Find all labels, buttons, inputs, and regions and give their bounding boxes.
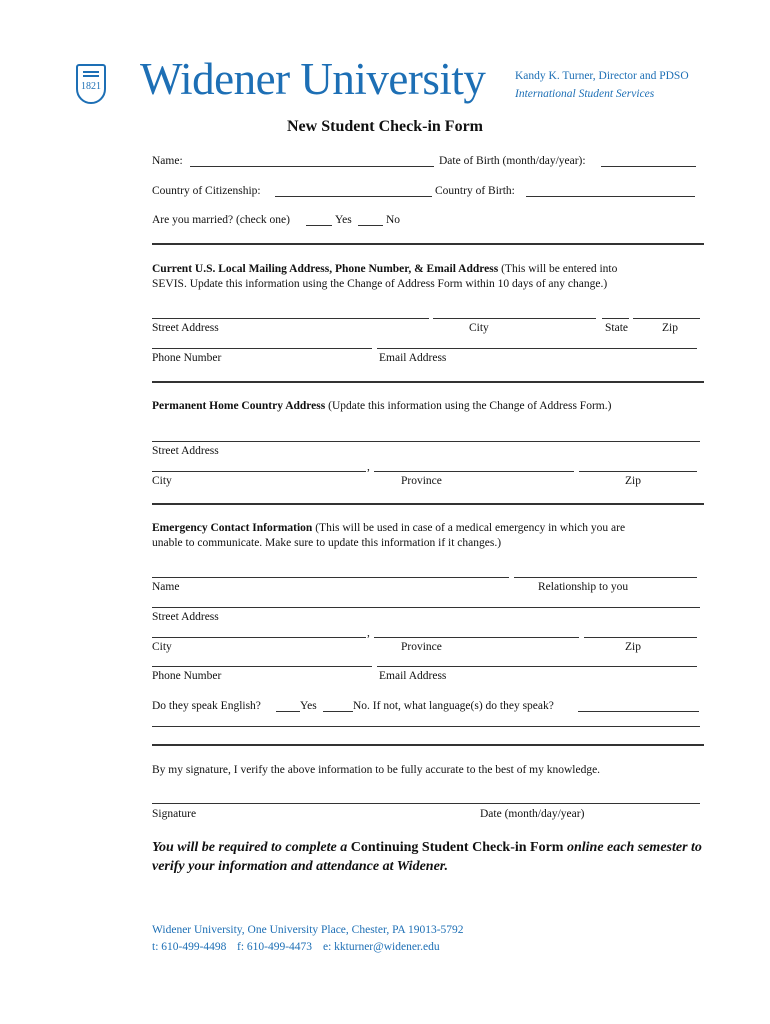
signature-label: Signature [152,808,197,820]
footer-address: Widener University, One University Place, Chester, PA 19013-5792 [152,924,464,936]
home-address-note: (Update this information using the Change of Address Form.) [328,400,612,412]
local-state-label: State [605,322,628,334]
local-zip-field[interactable] [633,318,700,319]
continuing-note-part1: You will be required to complete a [152,840,348,855]
emergency-name-label: Name [152,581,180,593]
continuing-note-part2: Continuing Student Check-in Form [350,840,564,855]
emergency-email-label: Email Address [379,670,447,682]
english-yes-label: Yes [300,700,317,712]
local-phone-field[interactable] [152,348,372,349]
home-street-label: Street Address [152,445,219,457]
emergency-city-field[interactable] [152,637,366,638]
birth-country-label: Country of Birth: [435,185,515,197]
local-zip-label: Zip [662,322,678,334]
emergency-city-label: City [152,641,172,653]
married-question: Are you married? (check one) [152,214,290,226]
local-city-label: City [469,322,489,334]
local-address-note-2: SEVIS. Update this information using the Change of Address Form within 10 days of any change.) [152,278,608,290]
section-divider [152,243,704,245]
birth-country-field[interactable] [526,196,695,197]
emergency-relationship-field[interactable] [514,577,697,578]
emergency-phone-label: Phone Number [152,670,222,682]
home-street-field[interactable] [152,441,700,442]
emergency-street-label: Street Address [152,611,219,623]
local-address-heading-line [152,262,617,276]
home-zip-label: Zip [625,475,641,487]
dob-field[interactable] [601,166,696,167]
local-city-field[interactable] [433,318,596,319]
footer-phone: t: 610-499-4498 [152,941,227,953]
married-no-field[interactable] [358,225,383,226]
emergency-street-field[interactable] [152,607,700,608]
local-email-field[interactable] [377,348,697,349]
emergency-province-field[interactable] [374,637,579,638]
home-city-field[interactable] [152,471,366,472]
dob-label: Date of Birth (month/day/year): [439,155,586,167]
married-no-label: No [386,214,401,226]
date-label: Date (month/day/year) [480,808,585,820]
name-field[interactable] [190,166,434,167]
citizenship-label: Country of Citizenship: [152,185,261,197]
section-divider [152,744,704,746]
local-email-label: Email Address [379,352,447,364]
emergency-email-field[interactable] [377,666,697,667]
local-street-label: Street Address [152,322,219,334]
married-yes-label: Yes [335,214,352,226]
footer-fax: f: 610-499-4473 [237,941,313,953]
home-province-label: Province [401,475,442,487]
university-seal-icon [76,64,106,104]
emergency-heading-line [152,521,625,535]
local-address-heading: Current U.S. Local Mailing Address, Phone Number, & Email Address [152,263,499,275]
emergency-zip-field[interactable] [584,637,697,638]
local-street-field[interactable] [152,318,429,319]
english-question-1: Do they speak English? [152,700,261,712]
emergency-heading: Emergency Contact Information [152,522,313,534]
local-phone-label: Phone Number [152,352,222,364]
home-address-heading: Permanent Home Country Address [152,400,326,412]
language-field-continued[interactable] [152,726,700,727]
emergency-relationship-label: Relationship to you [538,581,629,593]
contact-name: Kandy K. Turner, Director and PDSO [515,70,689,82]
local-state-field[interactable] [602,318,629,319]
name-label: Name: [152,155,183,167]
english-no-label: No. If not, what language(s) do they speak? [353,700,554,712]
section-divider [152,381,704,383]
form-title: New Student Check-in Form [287,118,483,135]
emergency-phone-field[interactable] [152,666,372,667]
emergency-province-label: Province [401,641,442,653]
english-no-field[interactable] [323,711,353,712]
married-yes-field[interactable] [306,225,332,226]
emergency-name-field[interactable] [152,577,509,578]
continuing-note-part3: online each semester to verify your information and attendance at Widener. [152,840,702,874]
section-divider [152,503,704,505]
emergency-zip-label: Zip [625,641,641,653]
emergency-note-2: unable to communicate. Make sure to update this information if it changes.) [152,537,502,549]
university-logo: Widener University [140,54,486,104]
home-address-heading-line [152,399,611,413]
english-yes-field[interactable] [276,711,300,712]
seal-year: 1821 [81,81,101,92]
signature-statement: By my signature, I verify the above information to be fully accurate to the best of my knowledge. [152,764,601,776]
home-zip-field[interactable] [579,471,697,472]
comma-separator: , [367,627,370,639]
comma-separator: , [367,461,370,473]
continuing-note [152,838,712,876]
emergency-note-1: (This will be used in case of a medical emergency in which you are [315,522,626,534]
citizenship-field[interactable] [275,196,432,197]
local-address-note-1: (This will be entered into [501,263,618,275]
department-name: International Student Services [515,88,655,100]
footer-email[interactable]: e: kkturner@widener.edu [323,941,440,953]
home-province-field[interactable] [374,471,574,472]
signature-field[interactable] [152,803,700,804]
language-field[interactable] [578,711,699,712]
home-city-label: City [152,475,172,487]
